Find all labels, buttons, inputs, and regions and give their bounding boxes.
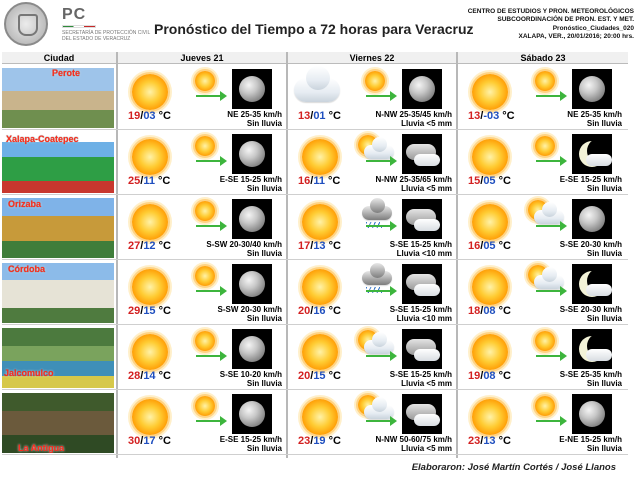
max-temp: 13 bbox=[298, 110, 311, 122]
night-sky-panel bbox=[572, 134, 612, 174]
rain-text: Sin lluvia bbox=[586, 379, 622, 388]
sun-icon bbox=[535, 71, 555, 91]
city-name: Córdoba bbox=[8, 264, 45, 274]
temperature: 25/11 °C bbox=[128, 175, 171, 187]
sun-icon bbox=[195, 396, 215, 416]
max-temp: 23 bbox=[468, 435, 481, 447]
arrow-right-icon bbox=[536, 225, 562, 227]
sun-icon bbox=[535, 331, 555, 351]
arrow-right-icon bbox=[536, 355, 562, 357]
city-row bbox=[2, 66, 628, 130]
night-sky-panel bbox=[232, 329, 272, 369]
city-name: La Antigua bbox=[18, 443, 65, 453]
issuer-subcoord: SUBCOORDINACIÓN DE PRON. EST. Y MET. bbox=[497, 16, 634, 24]
wind-text: S-SW 20-30 km/h bbox=[217, 305, 282, 314]
wind-rain-info bbox=[218, 305, 282, 323]
city-photo bbox=[2, 263, 114, 323]
forecast-cell bbox=[458, 66, 626, 130]
night-cloud-icon bbox=[414, 154, 440, 166]
rain-text: Sin lluvia bbox=[246, 379, 282, 388]
arrow-right-icon bbox=[536, 95, 562, 97]
min-temp: 05 bbox=[483, 240, 496, 252]
rain-text: Sin lluvia bbox=[246, 184, 282, 193]
rain-text: Sin lluvia bbox=[586, 119, 622, 128]
column-header-day-1: Jueves 21 bbox=[118, 52, 286, 64]
sun-icon bbox=[472, 204, 508, 240]
temperature: 28/14 °C bbox=[128, 370, 171, 382]
temp-unit: °C bbox=[328, 370, 341, 382]
forecast-table bbox=[2, 52, 628, 458]
city-photo bbox=[2, 68, 114, 128]
sun-icon bbox=[132, 204, 168, 240]
arrow-right-icon bbox=[196, 160, 222, 162]
moon-icon bbox=[239, 206, 265, 232]
night-cloud-icon bbox=[586, 349, 612, 361]
issuer-center: CENTRO DE ESTUDIOS Y PRON. METEOROLÓGICOS bbox=[467, 8, 634, 15]
forecast-cell bbox=[458, 196, 626, 260]
sun-icon bbox=[195, 266, 215, 286]
rain-text: Sin lluvia bbox=[586, 444, 622, 453]
sun-icon bbox=[472, 269, 508, 305]
wind-rain-info bbox=[227, 110, 282, 128]
city-photo bbox=[2, 133, 114, 193]
wind-text: E-SE 15-25 km/h bbox=[559, 175, 622, 184]
sun-icon bbox=[195, 331, 215, 351]
wind-text: S-SE 20-30 km/h bbox=[559, 240, 622, 249]
moon-icon bbox=[239, 336, 265, 362]
city-photo bbox=[2, 198, 114, 258]
min-temp: 12 bbox=[143, 240, 156, 252]
moon-icon bbox=[579, 206, 605, 232]
night-sky-panel bbox=[232, 394, 272, 434]
temperature: 18/08 °C bbox=[468, 305, 511, 317]
night-sky-panel bbox=[402, 394, 442, 434]
temperature: 20/15 °C bbox=[298, 370, 341, 382]
wind-rain-info bbox=[560, 370, 622, 388]
header bbox=[0, 0, 640, 52]
sun-icon bbox=[302, 139, 338, 175]
min-temp: -03 bbox=[483, 110, 500, 122]
rain-text: Sin lluvia bbox=[246, 119, 282, 128]
max-temp: 20 bbox=[298, 305, 311, 317]
temperature: 23/13 °C bbox=[468, 435, 511, 447]
max-temp: 25 bbox=[128, 175, 141, 187]
night-cloud-icon bbox=[414, 284, 440, 296]
min-temp: 08 bbox=[483, 305, 496, 317]
city-name: Xalapa-Coatepec bbox=[6, 134, 79, 144]
forecast-cell bbox=[288, 326, 456, 390]
night-cloud-icon bbox=[414, 219, 440, 231]
wind-text: E-SE 15-25 km/h bbox=[219, 435, 282, 444]
temp-unit: °C bbox=[158, 110, 171, 122]
temperature: 13/-03 °C bbox=[468, 110, 515, 122]
wind-rain-info bbox=[559, 435, 622, 453]
wind-text: N-NW 25-35/65 km/h bbox=[375, 175, 452, 184]
sun-icon bbox=[302, 399, 338, 435]
forecast-cell bbox=[118, 196, 286, 260]
sun-icon bbox=[302, 204, 338, 240]
flag-stripe bbox=[62, 25, 96, 28]
forecast-cell bbox=[118, 66, 286, 130]
dateline: XALAPA, VER., 20/01/2016; 20:00 hrs. bbox=[518, 33, 634, 41]
temperature: 29/15 °C bbox=[128, 305, 171, 317]
rain-text: Sin lluvia bbox=[246, 444, 282, 453]
moon-icon bbox=[239, 76, 265, 102]
wind-text: NE 25-35 km/h bbox=[227, 110, 282, 119]
sun-icon bbox=[195, 201, 215, 221]
wind-text: S-SE 15-25 km/h bbox=[389, 240, 452, 249]
night-sky-panel bbox=[402, 199, 442, 239]
night-sky-panel bbox=[572, 394, 612, 434]
forecast-cell bbox=[458, 261, 626, 325]
forecast-cell bbox=[118, 326, 286, 390]
city-row bbox=[2, 391, 628, 455]
temp-unit: °C bbox=[158, 305, 171, 317]
wind-text: N-NW 25-35/45 km/h bbox=[375, 110, 452, 119]
rain-text: Lluvia <5 mm bbox=[401, 444, 452, 453]
min-temp: 03 bbox=[143, 110, 156, 122]
night-sky-panel bbox=[232, 264, 272, 304]
arrow-right-icon bbox=[196, 95, 222, 97]
forecast-cell bbox=[288, 131, 456, 195]
forecast-cell bbox=[458, 326, 626, 390]
temp-unit: °C bbox=[502, 110, 515, 122]
arrow-right-icon bbox=[536, 420, 562, 422]
max-temp: 15 bbox=[468, 175, 481, 187]
night-sky-panel bbox=[402, 69, 442, 109]
wind-text: E-NE 15-25 km/h bbox=[559, 435, 622, 444]
wind-rain-info bbox=[220, 435, 282, 453]
city-row bbox=[2, 131, 628, 195]
temp-unit: °C bbox=[328, 175, 341, 187]
city-name: Perote bbox=[52, 68, 81, 78]
night-sky-panel bbox=[402, 134, 442, 174]
wind-rain-info bbox=[390, 240, 452, 258]
min-temp: 17 bbox=[143, 435, 156, 447]
moon-icon bbox=[579, 401, 605, 427]
arrow-right-icon bbox=[196, 290, 222, 292]
wind-rain-info bbox=[220, 370, 282, 388]
max-temp: 16 bbox=[298, 175, 311, 187]
min-temp: 11 bbox=[143, 175, 155, 187]
wind-text: NE 25-35 km/h bbox=[567, 110, 622, 119]
rain-text: Lluvia <5 mm bbox=[401, 119, 452, 128]
forecast-cell bbox=[288, 66, 456, 130]
temp-unit: °C bbox=[158, 240, 171, 252]
temp-unit: °C bbox=[158, 175, 171, 187]
max-temp: 28 bbox=[128, 370, 141, 382]
sun-icon bbox=[132, 269, 168, 305]
max-temp: 16 bbox=[468, 240, 481, 252]
moon-icon bbox=[239, 401, 265, 427]
night-sky-panel bbox=[572, 199, 612, 239]
sun-icon bbox=[472, 74, 508, 110]
wind-text: S-SE 15-25 km/h bbox=[389, 370, 452, 379]
night-sky-panel bbox=[402, 329, 442, 369]
arrow-right-icon bbox=[536, 160, 562, 162]
arrow-right-icon bbox=[366, 420, 392, 422]
temperature: 19/08 °C bbox=[468, 370, 511, 382]
sun-icon bbox=[535, 136, 555, 156]
min-temp: 01 bbox=[313, 110, 326, 122]
wind-rain-info bbox=[560, 240, 622, 258]
max-temp: 29 bbox=[128, 305, 141, 317]
forecast-cell bbox=[288, 196, 456, 260]
min-temp: 08 bbox=[483, 370, 496, 382]
wind-rain-info bbox=[567, 110, 622, 128]
night-cloud-icon bbox=[414, 349, 440, 361]
sun-icon bbox=[132, 74, 168, 110]
arrow-right-icon bbox=[196, 420, 222, 422]
column-header-day-3: Sábado 23 bbox=[458, 52, 628, 64]
sun-icon bbox=[132, 334, 168, 370]
night-sky-panel bbox=[402, 264, 442, 304]
forecast-cell bbox=[118, 261, 286, 325]
moon-icon bbox=[239, 141, 265, 167]
min-temp: 05 bbox=[483, 175, 496, 187]
rain-text: Lluvia <5 mm bbox=[401, 379, 452, 388]
temperature: 13/01 °C bbox=[298, 110, 341, 122]
night-sky-panel bbox=[572, 264, 612, 304]
sun-icon bbox=[365, 71, 385, 91]
sun-icon bbox=[302, 269, 338, 305]
temp-unit: °C bbox=[498, 435, 511, 447]
issuer-info bbox=[468, 8, 634, 42]
temperature: 16/11 °C bbox=[298, 175, 341, 187]
arrow-right-icon bbox=[536, 290, 562, 292]
night-cloud-icon bbox=[414, 414, 440, 426]
max-temp: 19 bbox=[468, 370, 481, 382]
sun-icon bbox=[132, 139, 168, 175]
arrow-right-icon bbox=[366, 225, 392, 227]
temperature: 30/17 °C bbox=[128, 435, 171, 447]
night-sky-panel bbox=[232, 199, 272, 239]
state-seal-icon bbox=[4, 2, 48, 46]
temperature: 23/19 °C bbox=[298, 435, 341, 447]
wind-text: S-SE 15-25 km/h bbox=[389, 305, 452, 314]
min-temp: 15 bbox=[313, 370, 326, 382]
temp-unit: °C bbox=[158, 370, 171, 382]
wind-rain-info bbox=[560, 305, 622, 323]
sun-icon bbox=[302, 334, 338, 370]
wind-rain-info bbox=[376, 435, 452, 453]
wind-rain-info bbox=[390, 305, 452, 323]
temp-unit: °C bbox=[328, 110, 341, 122]
credits: Elaboraron: José Martín Cortés / José Llanos bbox=[411, 462, 616, 473]
sun-icon bbox=[472, 399, 508, 435]
forecast-code: Pronóstico_Ciudades_020 bbox=[552, 24, 634, 32]
arrow-right-icon bbox=[366, 355, 392, 357]
wind-text: S-SE 25-35 km/h bbox=[559, 370, 622, 379]
rain-text: Lluvia <10 mm bbox=[396, 314, 452, 323]
min-temp: 19 bbox=[313, 435, 326, 447]
rain-text: Sin lluvia bbox=[246, 249, 282, 258]
arrow-right-icon bbox=[196, 225, 222, 227]
rain-cloud-icon bbox=[362, 206, 392, 220]
max-temp: 23 bbox=[298, 435, 311, 447]
rain-text: Sin lluvia bbox=[586, 249, 622, 258]
city-row bbox=[2, 326, 628, 390]
rain-cloud-icon bbox=[362, 271, 392, 285]
rain-text: Lluvia <5 mm bbox=[401, 184, 452, 193]
wind-rain-info bbox=[560, 175, 622, 193]
pc-logo bbox=[4, 2, 151, 48]
max-temp: 20 bbox=[298, 370, 311, 382]
forecast-cell bbox=[288, 391, 456, 455]
wind-text: S-SW 20-30/40 km/h bbox=[206, 240, 282, 249]
max-temp: 30 bbox=[128, 435, 141, 447]
temperature: 27/12 °C bbox=[128, 240, 171, 252]
city-name: Jalcomulco bbox=[4, 368, 54, 378]
min-temp: 14 bbox=[143, 370, 156, 382]
city-photo bbox=[2, 328, 114, 388]
moon-icon bbox=[409, 76, 435, 102]
rain-text: Sin lluvia bbox=[586, 184, 622, 193]
sun-icon bbox=[472, 139, 508, 175]
temp-unit: °C bbox=[328, 240, 341, 252]
temperature: 16/05 °C bbox=[468, 240, 511, 252]
moon-icon bbox=[239, 271, 265, 297]
max-temp: 17 bbox=[298, 240, 311, 252]
wind-text: S-SE 10-20 km/h bbox=[219, 370, 282, 379]
temp-unit: °C bbox=[158, 435, 171, 447]
min-temp: 11 bbox=[313, 175, 325, 187]
arrow-right-icon bbox=[196, 355, 222, 357]
max-temp: 13 bbox=[468, 110, 481, 122]
city-image bbox=[2, 328, 114, 388]
min-temp: 13 bbox=[313, 240, 326, 252]
night-sky-panel bbox=[572, 69, 612, 109]
temp-unit: °C bbox=[498, 305, 511, 317]
wind-text: S-SE 20-30 km/h bbox=[559, 305, 622, 314]
night-sky-panel bbox=[232, 134, 272, 174]
moon-icon bbox=[579, 76, 605, 102]
temperature: 19/03 °C bbox=[128, 110, 171, 122]
max-temp: 18 bbox=[468, 305, 481, 317]
logo-text: PC bbox=[62, 6, 87, 23]
logo-subtitle: SECRETARÍA DE PROTECCIÓN CIVIL DEL ESTADO DE VERACRUZ bbox=[62, 30, 151, 42]
forecast-cell bbox=[458, 131, 626, 195]
temperature: 15/05 °C bbox=[468, 175, 511, 187]
wind-rain-info bbox=[376, 175, 452, 193]
city-name: Orizaba bbox=[8, 199, 42, 209]
wind-rain-info bbox=[390, 370, 452, 388]
city-row bbox=[2, 196, 628, 260]
rain-text: Lluvia <10 mm bbox=[396, 249, 452, 258]
temp-unit: °C bbox=[498, 240, 511, 252]
arrow-right-icon bbox=[366, 160, 392, 162]
city-row bbox=[2, 261, 628, 325]
min-temp: 15 bbox=[143, 305, 156, 317]
sun-icon bbox=[132, 399, 168, 435]
rain-text: Sin lluvia bbox=[246, 314, 282, 323]
sun-icon bbox=[195, 71, 215, 91]
temperature: 20/16 °C bbox=[298, 305, 341, 317]
arrow-right-icon bbox=[366, 95, 392, 97]
max-temp: 27 bbox=[128, 240, 141, 252]
sun-icon bbox=[535, 396, 555, 416]
temp-unit: °C bbox=[328, 435, 341, 447]
temp-unit: °C bbox=[498, 370, 511, 382]
wind-text: N-NW 50-60/75 km/h bbox=[375, 435, 452, 444]
wind-rain-info bbox=[206, 240, 282, 258]
min-temp: 16 bbox=[313, 305, 326, 317]
sun-icon bbox=[195, 136, 215, 156]
wind-rain-info bbox=[220, 175, 282, 193]
max-temp: 19 bbox=[128, 110, 141, 122]
wind-text: E-SE 15-25 km/h bbox=[219, 175, 282, 184]
temp-unit: °C bbox=[328, 305, 341, 317]
temperature: 17/13 °C bbox=[298, 240, 341, 252]
temp-unit: °C bbox=[498, 175, 511, 187]
min-temp: 13 bbox=[483, 435, 496, 447]
cloud-icon bbox=[294, 78, 340, 102]
night-cloud-icon bbox=[586, 154, 612, 166]
forecast-cell bbox=[118, 131, 286, 195]
night-sky-panel bbox=[572, 329, 612, 369]
arrow-right-icon bbox=[366, 290, 392, 292]
night-cloud-icon bbox=[586, 284, 612, 296]
forecast-cell bbox=[118, 391, 286, 455]
forecast-cell bbox=[288, 261, 456, 325]
column-header-day-2: Viernes 22 bbox=[288, 52, 456, 64]
rain-text: Sin lluvia bbox=[586, 314, 622, 323]
city-photo bbox=[2, 393, 114, 453]
page-title: Pronóstico del Tiempo a 72 horas para Veracruz bbox=[154, 21, 474, 37]
wind-rain-info bbox=[376, 110, 452, 128]
forecast-cell bbox=[458, 391, 626, 455]
column-header-city: Ciudad bbox=[2, 52, 116, 64]
sun-icon bbox=[472, 334, 508, 370]
night-sky-panel bbox=[232, 69, 272, 109]
